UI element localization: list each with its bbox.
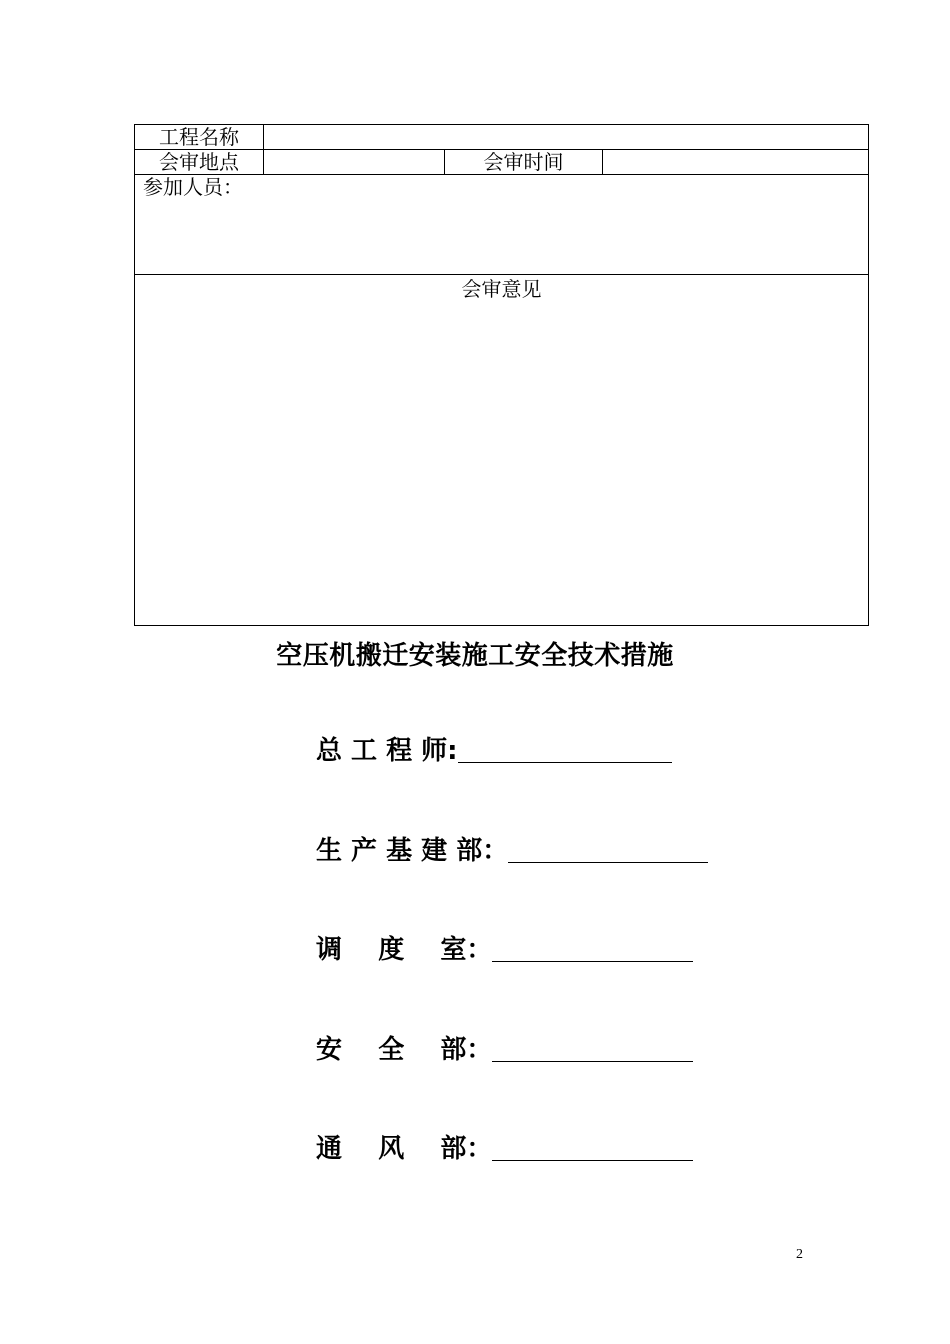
signature-label: 安 全 部： xyxy=(316,1035,493,1065)
opinion-label: 会审意见 xyxy=(461,277,542,301)
page-number: 2 xyxy=(796,1247,803,1262)
signature-label: 总 工 程 师: xyxy=(316,736,458,766)
signature-ventilation-department xyxy=(316,1131,693,1167)
signature-line[interactable] xyxy=(492,1132,693,1161)
review-time-label: 会审时间 xyxy=(445,150,603,175)
document-title: 空压机搬迁安装施工安全技术措施 xyxy=(276,641,674,671)
project-name-row xyxy=(135,125,869,150)
review-place-time-row xyxy=(135,150,869,175)
signature-dispatch-room xyxy=(316,932,693,968)
opinion-row xyxy=(135,275,869,626)
signature-label: 调 度 室： xyxy=(316,935,493,965)
review-place-value[interactable] xyxy=(264,150,445,175)
review-place-label: 会审地点 xyxy=(135,150,264,175)
opinion-cell[interactable] xyxy=(135,275,869,626)
review-time-value[interactable] xyxy=(603,150,869,175)
signature-line[interactable] xyxy=(492,1033,693,1062)
signature-label: 通 风 部： xyxy=(316,1134,493,1164)
project-name-value[interactable] xyxy=(264,125,869,150)
signature-line[interactable] xyxy=(508,834,708,863)
participants-cell[interactable] xyxy=(135,175,869,275)
signature-label: 生 产 基 建 部： xyxy=(316,836,509,866)
participants-row xyxy=(135,175,869,275)
signature-chief-engineer xyxy=(316,733,672,769)
signature-safety-department xyxy=(316,1032,693,1068)
signature-line[interactable] xyxy=(458,734,672,763)
participants-label: 参加人员： xyxy=(143,175,243,199)
review-form-table xyxy=(134,124,869,626)
project-name-label: 工程名称 xyxy=(135,125,264,150)
signature-line[interactable] xyxy=(492,933,693,962)
signature-production-construction xyxy=(316,833,708,869)
